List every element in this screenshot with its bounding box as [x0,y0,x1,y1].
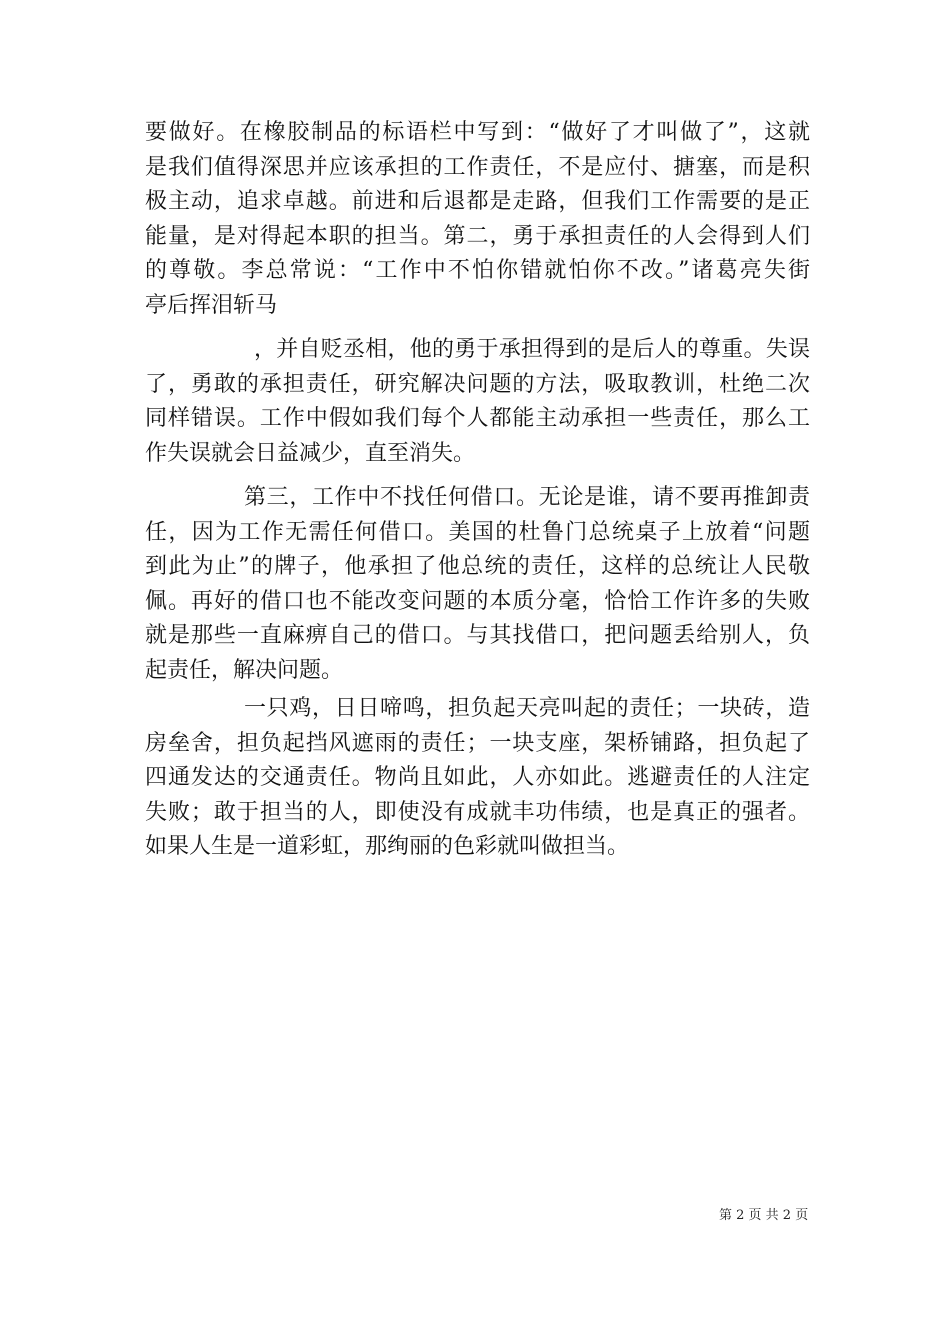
text-line: ，并自贬丞相，他的勇于承担得到的是后人的尊重。失误 [254,337,810,362]
text-line: 就是那些一直麻痹自己的借口。与其找借口，把问题丢给别人，负 [145,623,810,648]
text-line: 任，因为工作无需任何借口。美国的杜鲁门总统桌子上放着“问题 [145,519,810,545]
text-line: 第三，工作中不找任何借口。无论是谁，请不要再推卸责 [244,485,810,510]
text-line: 要做好。在橡胶制品的标语栏中写到：“做好了才叫做了”，这就 [145,120,810,145]
text-line: 起责任，解决问题。 [145,657,344,683]
text-line: 四通发达的交通责任。物尚且如此，人亦如此。逃避责任的人注定 [145,765,810,790]
text-line: 亭后挥泪斩马 [145,292,278,318]
text-line: 房垒舍，担负起挡风遮雨的责任；一块支座，架桥铺路，担负起了 [145,730,810,756]
text-line: 如果人生是一道彩虹，那绚丽的色彩就叫做担当。 [145,834,630,859]
text-line: 佩。再好的借口也不能改变问题的本质分毫，恰恰工作许多的失败 [145,588,810,614]
text-line: 是我们值得深思并应该承担的工作责任，不是应付、搪塞，而是积 [145,154,810,180]
text-line: 同样错误。工作中假如我们每个人都能主动承担一些责任，那么工 [145,406,810,431]
text-line: 极主动，追求卓越。前进和后退都是走路，但我们工作需要的是正 [145,189,810,214]
text-line: 失败；敢于担当的人，即使没有成就丰功伟绩，也是真正的强者。 [145,799,810,825]
text-line: 一只鸡，日日啼鸣，担负起天亮叫起的责任；一块砖，造 [244,696,810,721]
text-line: 了，勇敢的承担责任，研究解决问题的方法，吸取教训，杜绝二次 [145,371,810,397]
text-line: 能量，是对得起本职的担当。第二，勇于承担责任的人会得到人们 [145,223,810,249]
document-body [145,116,810,865]
page-number: 第 2 页 共 2 页 [719,1208,809,1223]
text-line: 作失误就会日益减少，直至消失。 [145,440,476,466]
text-line: 的尊敬。李总常说：“工作中不怕你错就怕你不改。”诸葛亮失街 [145,258,810,283]
text-line: 到此为止”的牌子，他承担了他总统的责任，这样的总统让人民敬 [145,554,810,579]
